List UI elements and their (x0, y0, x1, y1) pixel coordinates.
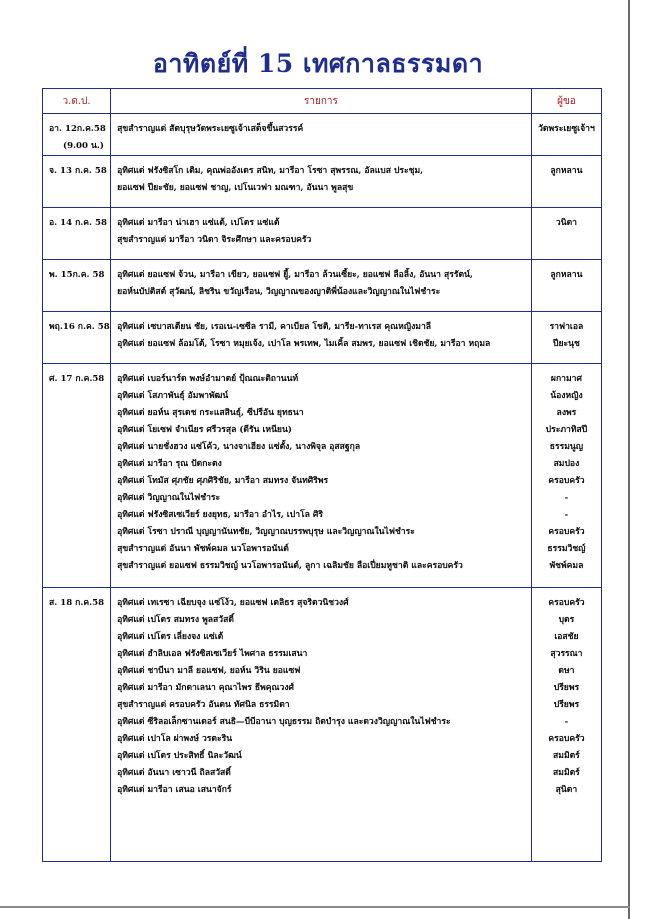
row-date (43, 114, 111, 156)
intention-line: อุทิศแด่ เปโตร สมทรง พูลสวัสดิ์ (117, 615, 234, 625)
requester-name: ครอบครัว (548, 598, 585, 608)
page-bottom-border (0, 906, 630, 908)
schedule-row (43, 312, 602, 364)
intention-line: ยอห์นบัปติสต์ สุวัฒน์, ลิชริน ขวัญเรือน, วิญญาณของญาติพี่น้องและวิญญาณในไฟชำระ (117, 287, 441, 297)
schedule-row (43, 260, 602, 312)
intention-line: อุทิศแด่ เปโตร เลี่ยงจง แซ่เต้ (117, 632, 224, 642)
intention-line: สุขสำราญแด่ มารีอา วนิดา จิระศึกษา และครอบครัว (117, 235, 312, 245)
row-date (43, 364, 111, 588)
requester-name: พัชพ์คมล (549, 561, 584, 571)
intention-line: อุทิศแด่ ฟรังซิสเซเวียร์ ยงยุทธ, มารีอา อำไร, เปาโล ศิริ (117, 510, 323, 520)
row-date-text: อ. 14 ก.ค. 58 (49, 218, 107, 228)
intention-line: อุทิศแด่ มารีอา รุณ ปัดกะตง (117, 459, 222, 469)
header-row (43, 89, 602, 114)
schedule-row (43, 156, 602, 208)
row-date-time: (9.00 น.) (63, 141, 104, 151)
schedule-row (43, 588, 602, 862)
requester-name (532, 284, 601, 301)
intention-line: อุทิศแด่ ยอแซฟ ล้อมโต้, โรซา หมุยเจ้ง, เปาโล พรเทพ, ไมเคิ้ล สมพร, ยอแซฟ เชิดชัย, มารีอา หฤมล (117, 339, 491, 349)
row-date-text: พ. 15ก.ค. 58 (49, 270, 105, 280)
requester-name: สุวรรณา (550, 649, 583, 659)
requester-name: วนิดา (555, 218, 577, 228)
row-requesters (531, 364, 601, 588)
row-date (43, 588, 111, 862)
row-requesters (531, 156, 601, 208)
intention-line: อุทิศแด่ ยอห์น สุรเดช กระแสสินธุ์, ซีปรีอัน ยุทธนา (117, 408, 304, 418)
row-date-text: ศ. 17 ก.ค.58 (49, 374, 105, 384)
schedule-row (43, 364, 602, 588)
requester-name: ลูกหลาน (550, 166, 583, 176)
intention-line: อุทิศแด่ อันนา เซาวนี ถิลสวัสดิ์ (117, 768, 231, 778)
requester-name: ปรียพร (553, 700, 580, 710)
intention-line: อุทิศแด่ โสภาพันธุ์ อัมพาพัฒน์ (117, 391, 229, 401)
requester-name: ประภาทิสปี (545, 425, 588, 435)
requester-name: ลงพร (556, 408, 577, 418)
mass-intentions-table (42, 88, 602, 862)
row-intentions (111, 588, 532, 862)
header-date: ว.ด.ป. (43, 89, 111, 114)
intention-line: อุทิศแด่ นายชั่งฮวง แซ่โค้ว, นางจาเฮียง แซ่ตั้ง, นางพิจุล อุสสฐกุล (117, 442, 361, 452)
requester-name: น้องหญิง (550, 391, 583, 401)
row-date-text: อา. 12ก.ค.58 (49, 124, 106, 134)
row-intentions (111, 208, 532, 260)
intention-line: อุทิศแด่ มารีอา เสนอ เสนาจักร์ (117, 785, 232, 795)
row-requesters (531, 588, 601, 862)
intention-line: สุขสำราญแด่ อันนา พัชพ์คมล นวโอพารอนันต์ (117, 544, 289, 554)
intention-line: อุทิศแด่ มารีอา น่าเฮา แซ่แต้, เปโตร แซ่แต้ (117, 218, 280, 228)
intention-line: อุทิศแด่ โทมัส ศุภชัย ศุภศิริชัย, มารีอา สมทรง จันทศิริพร (117, 476, 329, 486)
row-date (43, 260, 111, 312)
row-intentions (111, 312, 532, 364)
requester-name: - (564, 493, 569, 503)
intention-line: อุทิศแด่ วิญญาณในไฟชำระ (117, 493, 221, 503)
row-date-text: พฤ.16 ก.ค. 58 (49, 322, 110, 332)
requester-name: - (564, 717, 569, 727)
requester-name (532, 232, 601, 249)
requester-name: ธรรมวิชญ์ (547, 544, 586, 554)
intention-line: อุทิศแด่ โยเซฟ จำเนียร ศรีวรสุล (ดีรัน เหนียน) (117, 425, 292, 435)
row-date-text: ส. 18 ก.ค.58 (49, 598, 105, 608)
requester-name: ครอบครัว (548, 734, 585, 744)
requester-name: ลูกหลาน (550, 270, 583, 280)
row-date (43, 312, 111, 364)
requester-name: ปรียพร (553, 683, 580, 693)
requester-name: สมปอง (553, 459, 580, 469)
row-intentions (111, 114, 532, 156)
intention-line: อุทิศแด่ ฮำลิบเอล ฟรังซิสเซเวียร์ ไพศาล ธรรมเสนา (117, 649, 308, 659)
requester-name: บุตร (558, 615, 575, 625)
intention-line: อุทิศแด่ ชาบีนา มาลี ยอแซฟ, ยอห์น วิริน ยอแซฟ (117, 666, 301, 676)
intention-line: อุทิศแด่ เปาโล ผ่าพงษ์ วรตะริน (117, 734, 233, 744)
row-intentions (111, 364, 532, 588)
row-requesters (531, 208, 601, 260)
row-requesters (531, 114, 601, 156)
requester-name: ครอบครัว (548, 476, 585, 486)
requester-name: ดษา (558, 666, 575, 676)
requester-name (532, 180, 601, 197)
row-intentions (111, 260, 532, 312)
requester-name: สมมิตร์ (553, 751, 580, 761)
requester-name: ราฟาเอล (549, 322, 584, 332)
requester-name: ครอบครัว (548, 527, 585, 537)
page-title: อาทิตย์ที่ 15 เทศกาลธรรมดา (152, 49, 484, 78)
row-requesters (531, 312, 601, 364)
intention-line: อุทิศแด่ เทเรซา เฉียบจุง แซ่โง้ว, ยอแซฟ เตลิธร สุจริตวนิชวงศ์ (117, 598, 349, 608)
requester-name: เอสชัย (554, 632, 579, 642)
intention-line: อุทิศแด่ เปโตร ประสิทธิ์ นิละวัฒน์ (117, 751, 242, 761)
intention-line: อุทิศแด่ โรซา ปราณี บุญญานันทชัย, วิญญาณบรรพบุรุษ และวิญญาณในไฟชำระ (117, 527, 415, 537)
page-right-border (628, 0, 630, 919)
requester-name: สมมิตร์ (553, 768, 580, 778)
requester-name: ผกามาศ (550, 374, 582, 384)
header-requester: ผู้ขอ (531, 89, 601, 114)
header-items: รายการ (111, 89, 532, 114)
requester-name: สุนิดา (555, 785, 578, 795)
intention-line: อุทิศแด่ ซีริลอเล็กซานเดอร์ สนธิ—บีบีอานา บุญธรรม ถิตบำรุง และดวงวิญญาณในไฟชำระ (117, 717, 451, 727)
intention-line: อุทิศแด่ ฟรังซิสโก เติม, คุณพ่ออังเดร สนิท, มารีอา โรซา สุพรรณ, อัลแบส ประชุม, (117, 166, 424, 176)
row-requesters (531, 260, 601, 312)
intention-line: สุขสำราญแด่ สัตบุรุษวัดพระเยซูเจ้าเสด็จขึ้นสวรรค์ (117, 124, 304, 134)
row-date-text: จ. 13 ก.ค. 58 (49, 166, 107, 176)
requester-name: ธรรมนูญ (549, 442, 584, 452)
intention-line: อุทิศแด่ มารีอา มักดาเลนา คุณาไพร ธีพคุณวงศ์ (117, 683, 295, 693)
intention-line: สุขสำราญแด่ ครอบครัว อันตน ทัศนิล ธรรมิดา (117, 700, 290, 710)
requester-name: วัดพระเยซูเจ้าฯ (538, 124, 595, 134)
intention-line: อุทิศแด่ เบอร์นาร์ด พงษ์อำมาตย์ ปุ้ณณะติถานนท์ (117, 374, 299, 384)
schedule-row (43, 114, 602, 156)
row-date (43, 156, 111, 208)
requester-name: ปียะนุช (553, 339, 580, 349)
intention-line: อุทิศแด่ เซบาสเตียน ชัย, เรอเน-เซซีล รามี, คาเบียล โชติ, มารีย-ทาเรส คุณหญิงมาลี (117, 322, 432, 332)
intention-line: สุขสำราญแด่ ยอแซฟ ธรรมวิชญ์ นวโอพารอนันต์, ลูกา เฉลิมชัย ลือเปี่ยมหูชาติ และครอบครัว (117, 561, 463, 571)
intention-line: ยอแซฟ ปียะชัย, ยอแซฟ ชาญ, เปโนเวฟา มณฑา, อันนา พูลสุข (117, 183, 354, 193)
schedule-row (43, 208, 602, 260)
requester-name: - (564, 510, 569, 520)
row-date (43, 208, 111, 260)
row-intentions (111, 156, 532, 208)
intention-line: อุทิศแด่ ยอแซฟ จ้วน, มารีอา เขียว, ยอแซฟ ยูี้, มารีอา ล้วนเซี้ยะ, ยอแซฟ ลือลิ้ง, อันนา สุรรัตน์, (117, 270, 473, 280)
